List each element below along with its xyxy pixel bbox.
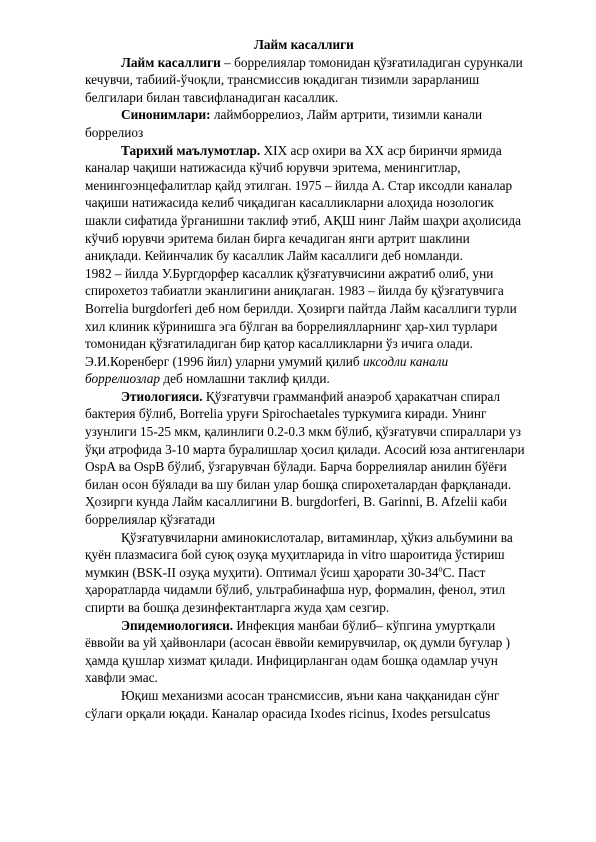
page-title: Лайм касаллиги — [254, 37, 354, 52]
history-line: менингоэнцефалитлар қайд этилган. 1975 – йилда А. Стар иксодли каналар — [85, 177, 513, 193]
epidemiology-line: хавфли эмас. — [85, 670, 158, 686]
etiology-line: бактерия бўлиб, Borrelia уруғи Spirochaetales туркумига киради. Унинг — [85, 406, 487, 422]
epidemiology-heading: Эпидемиологияси. — [121, 617, 234, 633]
definition-term: Лайм касаллиги — [121, 54, 221, 70]
synonyms-line: Синонимлари: лаймборрелиоз, Лайм артрити, тизимли канали — [121, 107, 483, 123]
history-line: аниқлади. Кейинчалик бу касаллик Лайм касаллиги деб номланди. — [85, 248, 463, 264]
synonyms-line: боррелиоз — [85, 124, 144, 140]
history-line: 1982 – йилда У.Бургдорфер касаллик қўзғатувчисини ажратиб олиб, уни — [85, 265, 494, 281]
cultivation-line: спирти ва бошқа дезинфектантларга жуда ҳам сезгир. — [85, 600, 390, 615]
etiology-line: узунлиги 15-25 мкм, қалинлиги 0.2-0.3 мкм бўлиб, қўзғатувчи спираллари уз — [85, 424, 522, 440]
etiology-line: Этиологияси. Қўзғатувчи грамманфий анаэроб ҳаракатчан спирал — [121, 388, 501, 404]
cultivation-line: қуён плазмасига бой суюқ озуқа муҳитларида in vitro шароитида ўстириш — [85, 547, 505, 563]
cultivation-line: ҳароратларда чидамли бўлиб, ультрабинафша нур, формалин, фенол, этил — [85, 582, 506, 598]
document-body — [85, 54, 587, 723]
history-line: кўчиб юрувчи эритема билан бирга кечадиган янги артрит шаклини — [85, 230, 470, 246]
history-line: спирохетоз табиатли эканлигини аниқлаган. 1983 – йилда бу қўзғатувчига — [85, 283, 504, 299]
etiology-line: OspA ва OspB бўлиб, ўзгарувчан бўлади. Барча боррелиялар анилин бўёғи — [85, 459, 507, 475]
synonyms-heading: Синонимлари: — [121, 107, 211, 123]
history-line: боррелиозлар деб номлашни таклиф қилди. — [85, 371, 330, 387]
epidemiology-line: ёввойи ва уй ҳайвонлари (асосан ёввойи кемирувчилар, оқ думли буғулар ) — [85, 635, 511, 651]
history-line: шакли сифатида ўрганишни таклиф этиб, АҚШ нинг Лайм шаҳри аҳолисида — [85, 212, 521, 228]
history-line: каналар чақиши натижасида кўчиб юрувчи эритема, менингитлар, — [85, 160, 461, 176]
etiology-line: билан осон бўялади ва шу билан улар бошқа спирохеталардан фарқланади. — [85, 476, 512, 492]
history-line: Borrelia burgdorferi деб ном берилди. Ҳозирги пайтда Лайм касаллиги турли — [85, 300, 517, 316]
cultivation-line: мумкин (BSK-II озуқа муҳити). Оптимал ўсиш ҳарорати $30-34^оС$. Паст — [85, 564, 486, 580]
etiology-line: Ҳозирги кунда Лайм касаллигини B. burgdorferi, B. Garinni, B. Afzelii каби — [85, 494, 508, 510]
history-heading: Тарихий маълумотлар. — [121, 142, 261, 158]
epidemiology-line: Эпидемиологияси. Инфекция манбаи бўлиб– кўпгина умуртқали — [121, 617, 496, 633]
history-line: Э.И.Коренберг (1996 йил) уларни умумий қилиб иксодли канали — [85, 353, 449, 369]
history-line: чақиши натижасида келиб чиқадиган касалликларни алоҳида нозологик — [85, 195, 494, 211]
transmission-line: Юқиш механизми асосан трансмиссив, яъни кана чаққанидан сўнг — [121, 687, 500, 703]
history-line: томонидан қўзғатиладиган бир қатор касалликларни ўз ичига олади. — [85, 336, 473, 352]
history-line: Тарихий маълумотлар. XIX аср охири ва XX аср биринчи ярмида — [121, 142, 502, 158]
cultivation-line: Қўзғатувчиларни аминокислоталар, витаминлар, ҳўкиз альбумини ва — [121, 529, 513, 545]
etiology-line: боррелиялар қўзғатади — [85, 512, 216, 528]
italic-term: боррелиозлар — [85, 371, 161, 387]
degree-superscript: о — [438, 564, 443, 574]
italic-term: иксодли канали — [363, 353, 449, 369]
epidemiology-line: ҳамда қушлар хизмат қилади. Инфицирланган одам бошқа одамлар учун — [85, 652, 498, 668]
definition-line: белгилари билан тавсифланадиган касаллик. — [85, 89, 339, 105]
definition-line: Лайм касаллиги – боррелиялар томонидан қўзғатиладиган сурункали — [121, 54, 523, 70]
transmission-line: сўлаги орқали юқади. Каналар орасида Ixodes ricinus, Ixodes persulcatus — [85, 705, 491, 721]
etiology-heading: Этиологияси. — [121, 388, 203, 404]
history-line: хил клиник кўринишга эга бўлган ва боррелиялларнинг ҳар-хил турлари — [85, 318, 498, 334]
etiology-line: ўқи атрофида 3-10 марта буралишлар ҳосил қилади. Асосий юза антигенлари — [85, 441, 525, 457]
definition-line: кечувчи, табиий-ўчоқли, трансмиссив юқадиган тизимли зарарланиш — [85, 72, 480, 88]
